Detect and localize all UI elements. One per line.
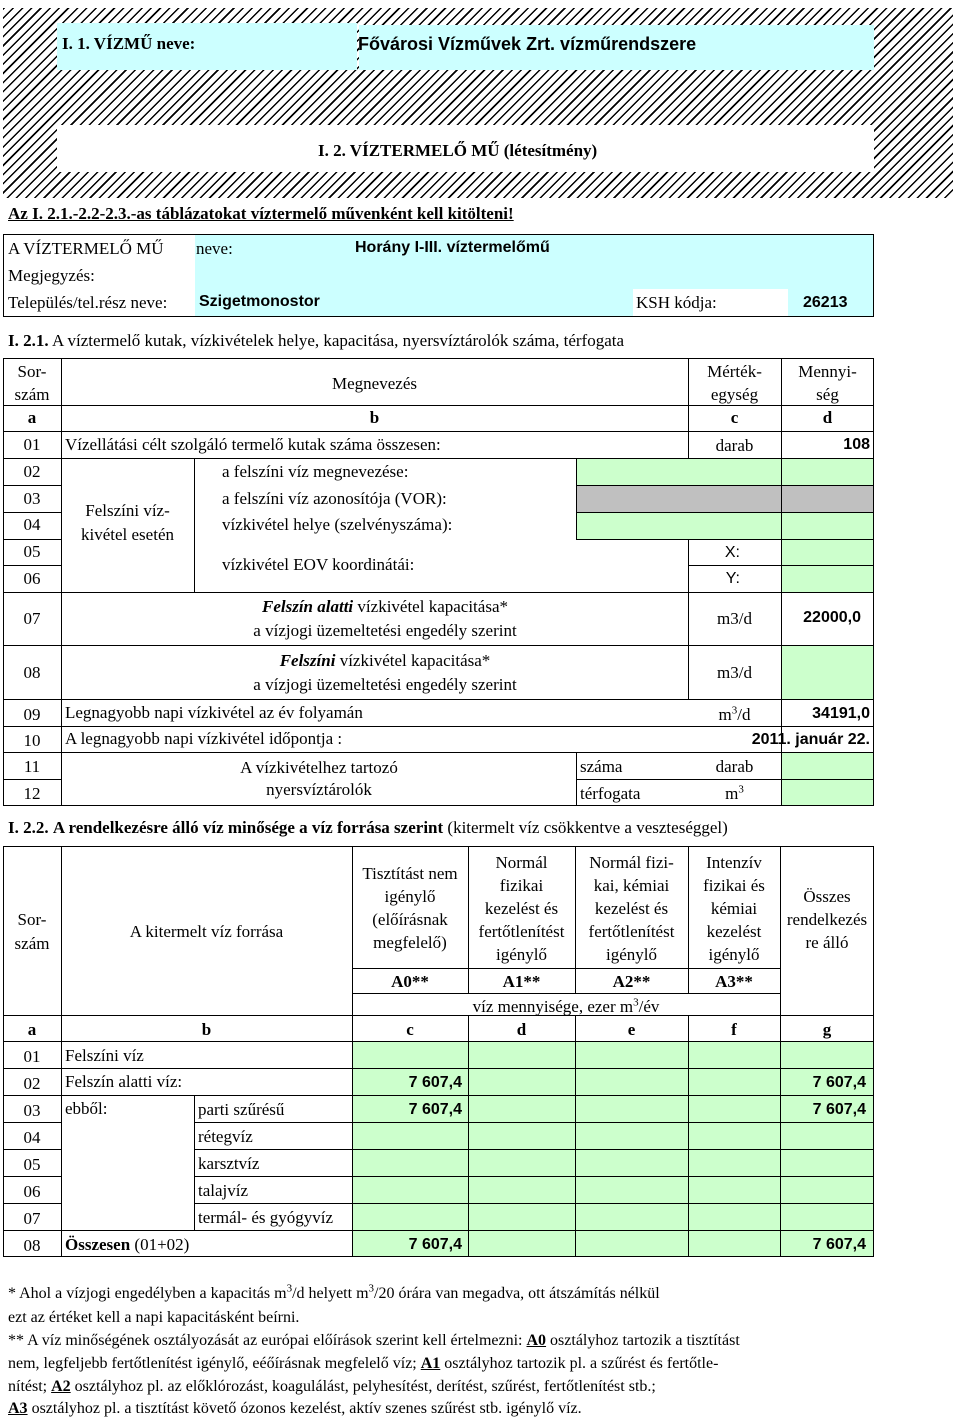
t2-r08-c: 7 607,4 <box>408 1236 462 1253</box>
t1-r0506-text: vízkivétel EOV koordinátái: <box>222 555 415 574</box>
t2-head-f-2: fizikai és <box>703 876 765 895</box>
t2-unit-label <box>352 997 780 1017</box>
footnote-1-sup2: 3 <box>368 1282 375 1295</box>
t2-r02-num: 02 <box>23 1074 41 1093</box>
footnote-5 <box>8 1378 656 1396</box>
t1-r09-unit-m: m <box>718 705 732 724</box>
t2-r04-sub: rétegvíz <box>198 1127 253 1146</box>
t1-head-sorszam-2: szám <box>14 385 50 404</box>
t1-r11-sub: száma <box>580 757 623 776</box>
t2-head-e-4: fertőtlenítést <box>588 922 675 941</box>
t1-r1112-text-2: nyersvíztárolók <box>266 780 372 799</box>
t1-r10-value: 2011. január 22. <box>751 731 870 748</box>
footnote-3-b: osztályhoz tartozik a tisztítást <box>550 1332 740 1349</box>
t1-r01-text: Vízellátási célt szolgáló termelő kutak száma összesen: <box>65 435 441 454</box>
t2-head-e-1: Normál fizi- <box>589 853 674 872</box>
t2-r03-sub: parti szűrésű <box>198 1100 285 1119</box>
t2-r02-g: 7 607,4 <box>812 1074 866 1091</box>
t1-r08-text-2: a vízjogi üzemeltetési engedély szerint <box>253 675 517 694</box>
footnote-6-u: A3 <box>8 1400 28 1417</box>
plant-name-label-1: A VÍZTERMELŐ MŰ <box>8 239 164 258</box>
t2-head-f-5: igénylő <box>708 945 760 964</box>
t2-r03-g: 7 607,4 <box>812 1101 866 1118</box>
t1-r05-unit: X: <box>724 544 740 561</box>
footnote-5-a: nítést; <box>8 1378 48 1395</box>
footnote-1-b: /d helyett m <box>292 1285 369 1302</box>
t2-head-e <box>575 851 688 966</box>
t2-head-c-3: (előírásnak <box>372 910 448 929</box>
t2-col-d: d <box>516 1020 527 1039</box>
footnote-3 <box>8 1332 740 1350</box>
plant-name-value: Horány I-III. víztermelőmű <box>355 239 550 256</box>
footnote-1-a: * Ahol a vízjogi engedélyben a kapacitás m <box>8 1285 287 1302</box>
table2-title-rest: (kitermelt víz csökkentve a veszteséggel) <box>447 818 728 837</box>
table1-title-text: A víztermelő kutak, vízkivételek helye, kapacitása, nyersvíztárolók száma, térfogata <box>51 331 625 350</box>
t2-r04-num: 04 <box>23 1128 41 1147</box>
t2-r05-num: 05 <box>23 1155 41 1174</box>
t2-class-d: A1** <box>502 972 541 991</box>
t2-r03-text: ebből: <box>65 1099 108 1118</box>
t1-head-unit-2: egység <box>710 385 759 404</box>
t1-r08-text-rest: vízkivétel kapacitása* <box>339 651 491 670</box>
t2-head-f-3: kémiai <box>710 899 758 918</box>
t2-unit-pre: víz mennyisége, ezer m <box>472 997 634 1016</box>
t1-r09-unit-sup: 3 <box>731 704 738 717</box>
t1-r10-num: 10 <box>23 731 41 750</box>
t2-r08-text <box>65 1235 189 1255</box>
section-title: I. 2. VÍZTERMELŐ MŰ (létesítmény) <box>318 141 598 160</box>
footnote-1-sup1: 3 <box>286 1282 293 1295</box>
t2-head-e-3: kezelést és <box>594 899 669 918</box>
t1-r06-num: 06 <box>23 569 41 588</box>
footnote-6-b: osztályhoz pl. a tisztítást követő ózonos kezelést, aktív szenes szűrést stb. igénylő víz. <box>31 1400 582 1417</box>
t2-r01-text: Felszíni víz <box>65 1046 144 1065</box>
t2-r02-text: Felszín alatti víz: <box>65 1072 183 1091</box>
t1-r01-value: 108 <box>843 436 870 453</box>
t2-head-d-2: fizikai <box>499 876 544 895</box>
t1-head-qty-2: ség <box>816 385 839 404</box>
instruction-text: Az I. 2.1.-2.2-2.3.-as táblázatokat víztermelő művenként kell kitölteni! <box>8 204 514 223</box>
table2-title-num: I. 2.2. <box>8 818 49 837</box>
t2-col-c: c <box>406 1020 414 1039</box>
t2-head-f-1: Intenzív <box>706 853 762 872</box>
t2-col-b: b <box>201 1020 212 1039</box>
vizmu-value: Fővárosi Vízművek Zrt. vízműrendszere <box>358 34 697 54</box>
t1-r09-unit-d: /d <box>737 705 751 724</box>
t1-head-name: Megnevezés <box>332 374 417 393</box>
t1-col-d: d <box>822 408 833 427</box>
t1-r07-text-2: a vízjogi üzemeltetési engedély szerint <box>253 621 517 640</box>
t2-head-e-5: igénylő <box>606 945 657 964</box>
t2-r08-text-rest: (01+02) <box>134 1235 190 1254</box>
plant-ksh-label: KSH kódja: <box>636 293 717 312</box>
t2-col-g: g <box>822 1020 832 1039</box>
t1-r12-unit-m: m <box>725 784 739 803</box>
t2-class-c: A0** <box>391 972 429 991</box>
t1-r09-num: 09 <box>23 705 41 724</box>
t2-head-c-2: igénylő <box>384 887 436 906</box>
t1-r10-text: A legnagyobb napi vízkivétel időpontja : <box>65 729 343 748</box>
t1-r08-unit: m3/d <box>717 663 752 682</box>
t1-r07-value: 22000,0 <box>803 609 861 626</box>
t2-head-d-5: igénylő <box>496 945 547 964</box>
t2-r08-num: 08 <box>23 1236 41 1255</box>
t1-r07-num: 07 <box>23 609 41 628</box>
t1-r1112-text-1: A vízkivételhez tartozó <box>240 758 398 777</box>
footnote-5-b: osztályhoz pl. az előklórozást, koagulálást, pelyhesítést, derítést, szűrést, fertőtlenítést stb.; <box>74 1378 656 1395</box>
t2-class-e: A2** <box>612 972 651 991</box>
t1-r08-text-em: Felszíni <box>279 651 336 670</box>
plant-name-label-2: neve: <box>196 239 233 258</box>
t2-r07-sub: termál- és gyógyvíz <box>198 1208 334 1227</box>
footnote-4 <box>8 1355 718 1373</box>
t2-head-c-1: Tisztítást nem <box>362 864 458 883</box>
t1-head-unit-1: Mérték- <box>707 362 762 381</box>
t1-head-sorszam-1: Sor- <box>17 362 47 381</box>
t1-surface-group-1: Felszíni víz- <box>85 501 170 520</box>
t2-r02-c: 7 607,4 <box>408 1074 462 1091</box>
footnote-4-u: A1 <box>420 1355 441 1372</box>
t1-r02-text: a felszíni víz megnevezése: <box>222 462 409 481</box>
t1-r04-text: vízkivétel helye (szelvényszáma): <box>222 515 453 534</box>
t2-r06-sub: talajvíz <box>198 1181 249 1200</box>
t2-head-g <box>780 885 874 954</box>
t2-col-a: a <box>27 1020 37 1039</box>
t1-r06-unit: Y: <box>725 570 740 587</box>
t2-r06-num: 06 <box>23 1182 41 1201</box>
t1-r12-sub: térfogata <box>580 784 641 803</box>
footnote-1-c: /20 órára van megadva, ott átszámítás nélkül <box>374 1285 660 1302</box>
t1-r03-num: 03 <box>23 489 41 508</box>
footnote-4-b: osztályhoz tartozik pl. a szűrést és fertőtle- <box>444 1355 719 1372</box>
t1-col-b: b <box>369 408 380 427</box>
t1-r05-num: 05 <box>23 542 41 561</box>
footnote-3-u: A0 <box>526 1332 547 1349</box>
t2-head-g-2: rendelkezés <box>786 910 868 929</box>
t2-r08-text-b: Összesen <box>65 1235 131 1254</box>
t2-r03-num: 03 <box>23 1101 41 1120</box>
t2-head-f <box>688 851 780 966</box>
vizmu-label: I. 1. VÍZMŰ neve: <box>62 34 196 53</box>
t1-surface-group-2: kivétel esetén <box>81 525 174 544</box>
plant-note-label: Megjegyzés: <box>8 266 95 285</box>
t2-head-d-4: fertőtlenítést <box>478 922 565 941</box>
t1-r07-text-rest: vízkivétel kapacitása* <box>357 597 508 616</box>
t2-col-f: f <box>731 1020 737 1039</box>
t2-head-d-1: Normál <box>495 853 548 872</box>
t2-r08-g: 7 607,4 <box>812 1236 866 1253</box>
plant-place-value: Szigetmonostor <box>199 293 320 310</box>
footnote-3-a: ** A víz minőségének osztályozását az európai előírások szerint kell értelmezni: <box>8 1332 523 1349</box>
t2-r01-num: 01 <box>23 1047 41 1066</box>
t2-r03-c: 7 607,4 <box>408 1101 462 1118</box>
t1-r07-text-em: Felszín alatti <box>262 597 354 616</box>
t1-r12-num: 12 <box>23 784 41 803</box>
t2-class-f: A3** <box>715 972 753 991</box>
t1-r04-num: 04 <box>23 515 41 534</box>
t1-col-a: a <box>27 408 37 427</box>
t2-head-c <box>352 862 468 954</box>
table2-title-bold: A rendelkezésre álló víz minősége a víz forrása szerint <box>52 818 444 837</box>
t1-r11-num: 11 <box>23 757 41 776</box>
footnote-5-u: A2 <box>51 1378 71 1395</box>
t2-head-c-4: megfelelő) <box>373 933 447 952</box>
t2-r05-sub: karsztvíz <box>198 1154 260 1173</box>
table1-title-num: I. 2.1. <box>8 331 49 350</box>
t2-col-e: e <box>627 1020 636 1039</box>
footnote-2: ezt az értéket kell a napi kapacitásként beírni. <box>8 1309 300 1326</box>
t1-r11-unit: darab <box>715 757 754 776</box>
t2-head-g-3: re álló <box>805 933 849 952</box>
t1-r07-unit: m3/d <box>717 609 752 628</box>
t1-r02-num: 02 <box>23 462 41 481</box>
t2-r07-num: 07 <box>23 1209 41 1228</box>
t2-head-d-3: kezelést és <box>484 899 559 918</box>
t1-r01-num: 01 <box>23 435 41 454</box>
t2-head-sorszam-2: szám <box>14 934 50 953</box>
t1-r09-value: 34191,0 <box>812 705 870 722</box>
t1-head-qty-1: Mennyi- <box>798 362 857 381</box>
plant-place-label: Település/tel.rész neve: <box>8 293 168 312</box>
t1-r01-unit: darab <box>715 436 754 455</box>
t1-r08-num: 08 <box>23 663 41 682</box>
t2-head-f-4: kezelést <box>706 922 762 941</box>
t1-r12-unit-sup: 3 <box>738 783 744 796</box>
t2-unit-post: /év <box>638 997 660 1016</box>
footnote-1 <box>8 1282 660 1303</box>
footnote-6 <box>8 1400 582 1418</box>
t1-r09-text: Legnagyobb napi vízkivétel az év folyamán <box>65 703 363 722</box>
plant-ksh-value: 26213 <box>803 294 848 311</box>
t2-head-d <box>468 851 575 966</box>
t2-head-g-1: Összes <box>803 887 851 906</box>
t2-unit-sup: 3 <box>633 996 639 1009</box>
t2-head-e-2: kai, kémiai <box>593 876 670 895</box>
t1-r03-text: a felszíni víz azonosítója (VOR): <box>222 489 447 508</box>
t1-col-c: c <box>730 408 739 427</box>
footnote-4-a: nem, legfeljebb fertőtlenítést igénylő, eéőírásnak megfelelő víz; <box>8 1355 417 1372</box>
t2-head-source: A kitermelt víz forrása <box>129 922 284 941</box>
t2-head-sorszam-1: Sor- <box>17 910 47 929</box>
